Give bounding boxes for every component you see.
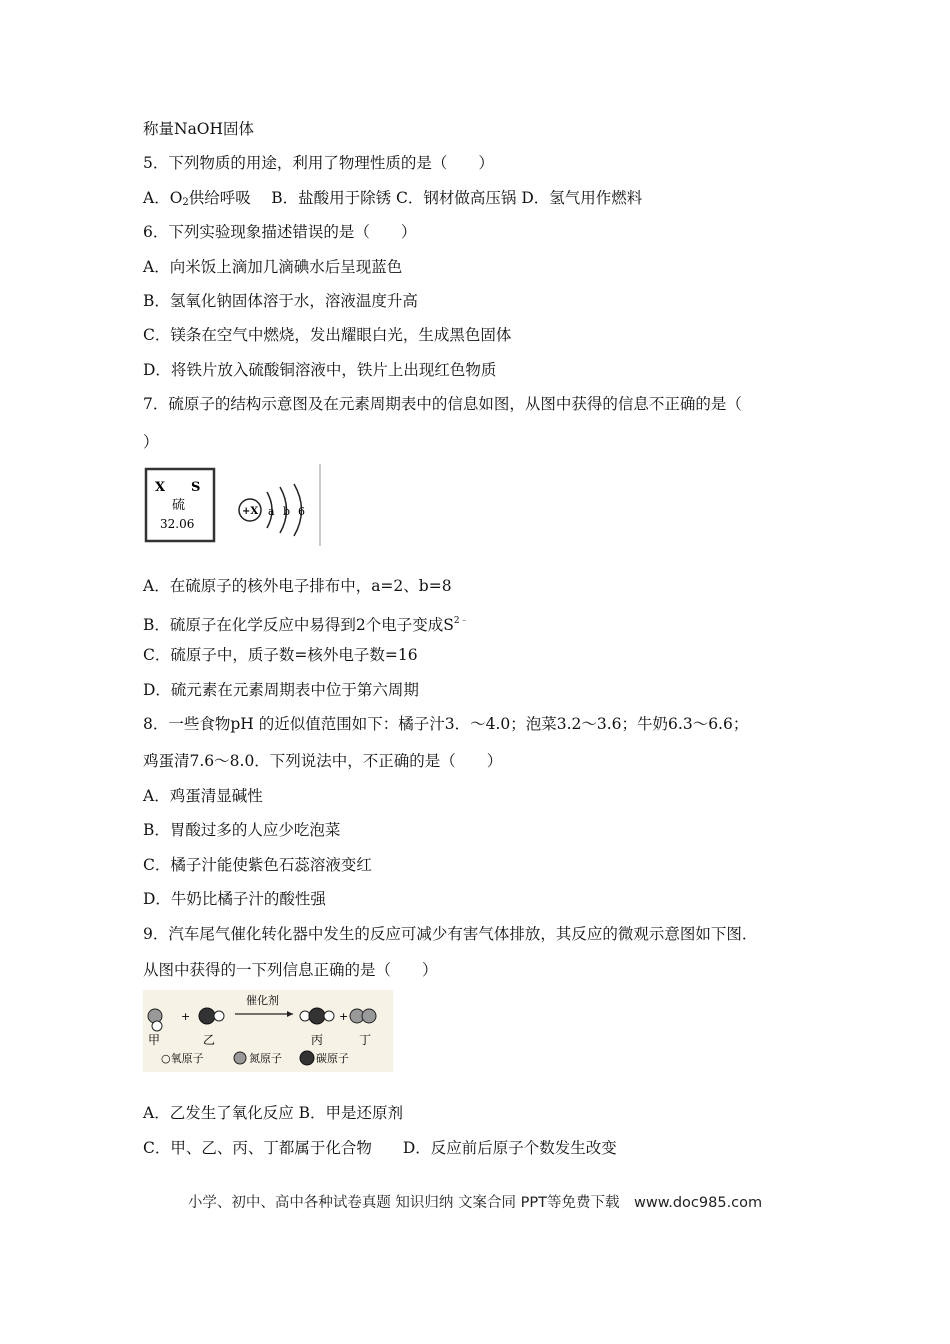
jia-oxygen-atom bbox=[152, 1021, 162, 1031]
bing-oxygen-right bbox=[324, 1011, 334, 1021]
catalyst-label: 催化剂 bbox=[246, 994, 279, 1007]
shell-b-label: b bbox=[283, 505, 291, 518]
question-9-cont: 从图中获得的一下列信息正确的是（ ） bbox=[143, 961, 438, 979]
question-6: 6．下列实验现象描述错误的是（ ） bbox=[143, 223, 417, 241]
q7b-text: B．硫原子在化学反应中易得到2个电子变成S bbox=[143, 616, 454, 634]
q8-option-d: D．牛奶比橘子汁的酸性强 bbox=[143, 890, 326, 908]
bing-carbon-atom bbox=[309, 1008, 325, 1024]
question-8-cont: 鸡蛋清7.6～8.0．下列说法中，不正确的是（ ） bbox=[143, 752, 503, 770]
q7-option-d: D．硫元素在元素周期表中位于第六周期 bbox=[143, 681, 419, 699]
q8-option-a: A．鸡蛋清显碱性 bbox=[143, 787, 263, 805]
question-8: 8．一些食物pH 的近似值范围如下：橘子汁3．～4.0；泡菜3.2～3.6；牛奶6.3～6.6； bbox=[143, 715, 749, 733]
q9-options-cd: C．甲、乙、丙、丁都属于化合物 D．反应前后原子个数发生改变 bbox=[143, 1139, 617, 1157]
question-7-close: ） bbox=[143, 433, 159, 451]
question-5: 5．下列物质的用途，利用了物理性质的是（ ） bbox=[143, 154, 494, 172]
q6-option-d: D．将铁片放入硫酸铜溶液中，铁片上出现红色物质 bbox=[143, 361, 497, 379]
legend-nitrogen-icon bbox=[234, 1052, 246, 1064]
reaction-figure-svg bbox=[143, 990, 393, 1072]
cell-symbol-left: X bbox=[155, 480, 166, 495]
q5-options-rest: 供给呼吸 B．盐酸用于除锈 C．钢材做高压锅 D．氢气用作燃料 bbox=[188, 189, 643, 207]
sulfur-figure bbox=[143, 462, 323, 548]
q5-option-a-prefix: A．O bbox=[143, 189, 183, 207]
plus-sign-1: + bbox=[181, 1010, 191, 1023]
label-ding: 丁 bbox=[359, 1033, 372, 1047]
label-yi: 乙 bbox=[203, 1033, 216, 1047]
legend-carbon: 碳原子 bbox=[316, 1052, 349, 1065]
q7-option-a: A．在硫原子的核外电子排布中，a=2、b=8 bbox=[143, 577, 452, 595]
q7-option-c: C．硫原子中，质子数=核外电子数=16 bbox=[143, 646, 418, 664]
line-weigh-naoh: 称量NaOH固体 bbox=[143, 120, 255, 138]
question-5-options bbox=[143, 188, 642, 213]
shell-a-label: a bbox=[268, 505, 275, 518]
shell-c-label: 6 bbox=[298, 505, 305, 518]
cell-symbol-right: S bbox=[191, 480, 201, 495]
label-bing: 丙 bbox=[311, 1033, 324, 1047]
plus-sign-2: + bbox=[339, 1010, 349, 1023]
question-9: 9．汽车尾气催化转化器中发生的反应可减少有害气体排放，其反应的微观示意图如下图． bbox=[143, 925, 758, 943]
label-jia: 甲 bbox=[148, 1033, 161, 1047]
cell-element-name: 硫 bbox=[172, 498, 186, 513]
yi-carbon-atom bbox=[199, 1008, 215, 1024]
q9-options-ab: A．乙发生了氧化反应 B．甲是还原剂 bbox=[143, 1104, 404, 1122]
q6-option-a: A．向米饭上滴加几滴碘水后呈现蓝色 bbox=[143, 258, 403, 276]
q6-option-b: B．氢氧化钠固体溶于水，溶液温度升高 bbox=[143, 292, 418, 310]
ding-nitrogen-atom-2 bbox=[362, 1009, 376, 1023]
q8-option-c: C．橘子汁能使紫色石蕊溶液变红 bbox=[143, 856, 372, 874]
sulfur-figure-svg bbox=[143, 462, 323, 548]
yi-oxygen-atom bbox=[214, 1011, 224, 1021]
q5-subscript: 2 bbox=[182, 197, 189, 208]
q7-option-b bbox=[143, 611, 469, 635]
cell-atomic-mass: 32.06 bbox=[160, 517, 195, 531]
q6-option-c: C．镁条在空气中燃烧，发出耀眼白光，生成黑色固体 bbox=[143, 326, 512, 344]
reaction-arrow-head bbox=[287, 1011, 293, 1017]
question-7: 7．硫原子的结构示意图及在元素周期表中的信息如图，从图中获得的信息不正确的是（ bbox=[143, 395, 742, 413]
q7b-superscript: 2﹣ bbox=[453, 616, 469, 626]
reaction-figure bbox=[143, 990, 393, 1072]
legend-nitrogen: 氮原子 bbox=[249, 1052, 282, 1065]
nucleus-label: +X bbox=[242, 506, 259, 517]
legend-oxygen: ○氧原子 bbox=[161, 1052, 204, 1065]
q8-option-b: B．胃酸过多的人应少吃泡菜 bbox=[143, 821, 341, 839]
page-footer: 小学、初中、高中各种试卷真题 知识归纳 文案合同 PPT等免费下载 www.doc985.com bbox=[187, 1195, 763, 1211]
legend-carbon-icon bbox=[300, 1051, 314, 1065]
